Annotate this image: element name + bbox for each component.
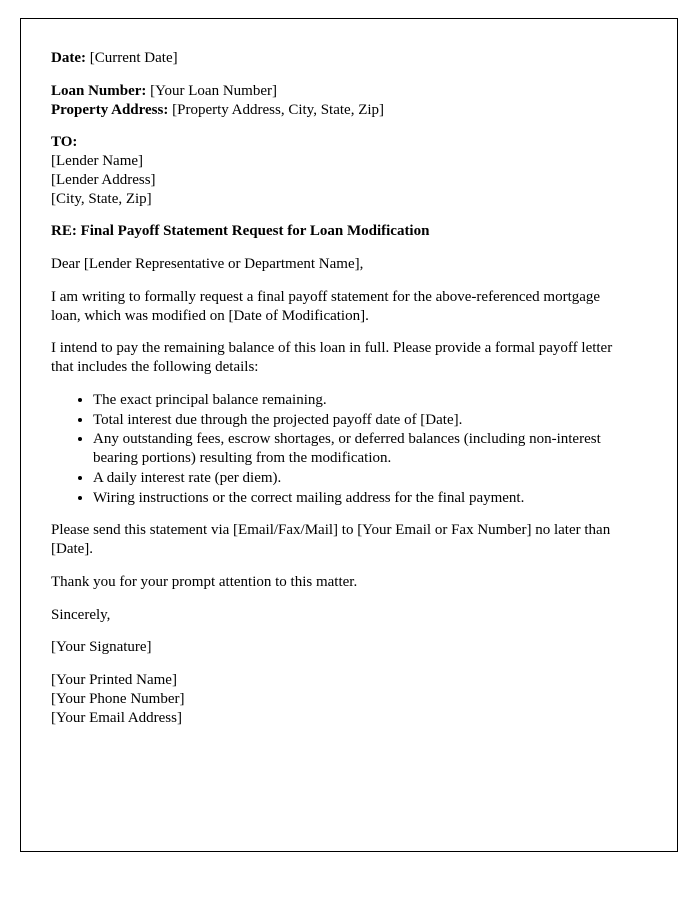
payoff-details-list: [51, 391, 633, 508]
date-line: [51, 49, 633, 68]
paragraph-send-instructions: Please send this statement via [Email/Fax/Mail] to [Your Email or Fax Number] no later than [Date].: [51, 522, 611, 557]
recipient-block: [51, 133, 633, 208]
lender-address-line: [Lender Address]: [51, 171, 156, 188]
email-address-line: [Your Email Address]: [51, 709, 182, 726]
loan-number-line: [51, 82, 633, 101]
phone-number-line: [Your Phone Number]: [51, 690, 185, 707]
printed-name-line: [Your Printed Name]: [51, 672, 177, 688]
property-address-value: [Property Address, City, State, Zip]: [172, 101, 385, 118]
letter-page: [20, 18, 678, 852]
list-item: • A daily interest rate (per diem).: [93, 469, 633, 488]
date-label: Date:: [51, 50, 86, 66]
list-item: • Total interest due through the projected payoff date of [Date].: [93, 411, 633, 430]
loan-number-value: [Your Loan Number]: [150, 82, 277, 99]
list-item: • Wiring instructions or the correct mailing address for the final payment.: [93, 489, 633, 508]
lender-city-state-zip-line: [City, State, Zip]: [51, 190, 152, 207]
list-item: • The exact principal balance remaining.: [93, 391, 633, 410]
loan-info-block: [51, 82, 633, 120]
closing: Sincerely,: [51, 606, 111, 623]
property-address-line: [51, 101, 633, 120]
paragraph-request: I am writing to formally request a final payoff statement for the above-referenced mortgage loan, which was modified on [Date of Modification].: [51, 288, 601, 324]
date-value: [Current Date]: [89, 50, 178, 66]
loan-number-label: Loan Number:: [51, 82, 147, 99]
paragraph-thanks: Thank you for your prompt attention to this matter.: [51, 573, 358, 590]
lender-name-line: [Lender Name]: [51, 153, 144, 169]
signature-placeholder: [Your Signature]: [51, 639, 152, 656]
subject-line: RE: Final Payoff Statement Request for Loan Modification: [51, 223, 430, 240]
to-label: TO:: [51, 134, 78, 151]
signoff-block: [51, 671, 633, 727]
property-address-label: Property Address:: [51, 101, 169, 118]
salutation: Dear [Lender Representative or Department Name],: [51, 256, 364, 272]
list-item: • Any outstanding fees, escrow shortages, or deferred balances (including non-interest bearing portions) resulting from the modification.: [93, 430, 633, 468]
paragraph-intent: I intend to pay the remaining balance of this loan in full. Please provide a formal payoff letter that includes the following details:: [51, 340, 613, 375]
